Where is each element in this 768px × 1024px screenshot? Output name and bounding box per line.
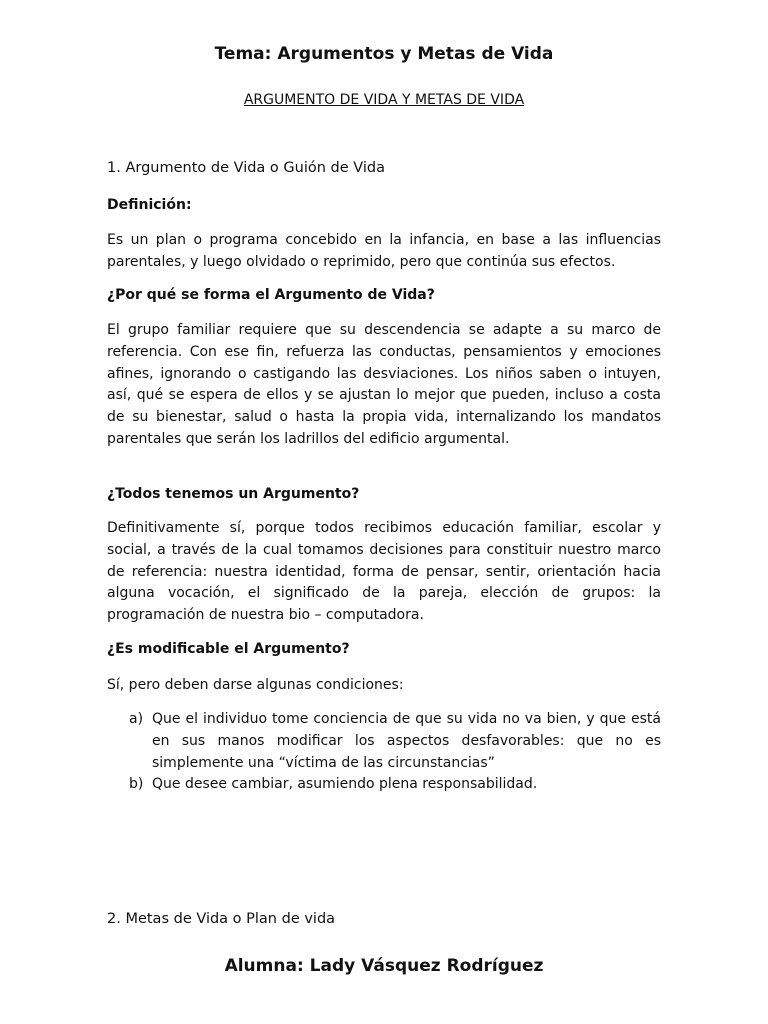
section-1-heading: 1. Argumento de Vida o Guión de Vida (107, 160, 385, 176)
list-marker: a) (129, 711, 144, 727)
definition-text: Es un plan o programa concebido en la infancia, en base a las influencias parentales, y luego olvidado o reprimido, pero que continúa sus efectos. (107, 232, 661, 270)
section-2-heading: 2. Metas de Vida o Plan de vida (107, 911, 336, 927)
conditions-list (129, 709, 661, 796)
document-subtitle: ARGUMENTO DE VIDA Y METAS DE VIDA (243, 92, 525, 108)
answer-everyone-has: Definitivamente sí, porque todos recibimos educación familiar, escolar y social, a través de la cual tomamos decisiones para constituir nuestro marco de referencia: nuestra identidad, forma de pensar, sentir, orientación hacia alguna vocación, el significado de la pareja, elección de grupos: la programación de nuestra bio – computadora. (107, 520, 661, 624)
list-item-text: Que desee cambiar, asumiendo plena responsabilidad. (152, 776, 538, 793)
answer-modifiable: Sí, pero deben darse algunas condiciones: (107, 677, 404, 693)
question-modifiable: ¿Es modificable el Argumento? (107, 641, 350, 657)
question-why-formed: ¿Por qué se forma el Argumento de Vida? (107, 287, 435, 303)
student-name: Alumna: Lady Vásquez Rodríguez (224, 956, 544, 976)
question-everyone-has: ¿Todos tenemos un Argumento? (107, 486, 360, 502)
definition-label: Definición: (107, 197, 192, 213)
list-item (129, 709, 661, 774)
answer-why-formed: El grupo familiar requiere que su descendencia se adapte a su marco de referencia. Con ese fin, refuerza las conductas, pensamientos y emociones afines, ignorando o castigando las desviaciones. Los niños saben o intuyen, así, qué se espera de ellos y se ajustan lo mejor que pueden, incluso a costa de su bienestar, salud o hasta la propia vida, internalizando los mandatos parentales que serán los ladrillos del edificio argumental. (107, 322, 661, 447)
list-item (129, 774, 661, 796)
list-item-text: Que el individuo tome conciencia de que su vida no va bien, y que está en sus manos modificar los aspectos desfavorables: que no es simplemente una “víctima de las circunstancias” (152, 711, 661, 771)
document-title: Tema: Argumentos y Metas de Vida (214, 44, 554, 64)
list-marker: b) (129, 776, 144, 793)
